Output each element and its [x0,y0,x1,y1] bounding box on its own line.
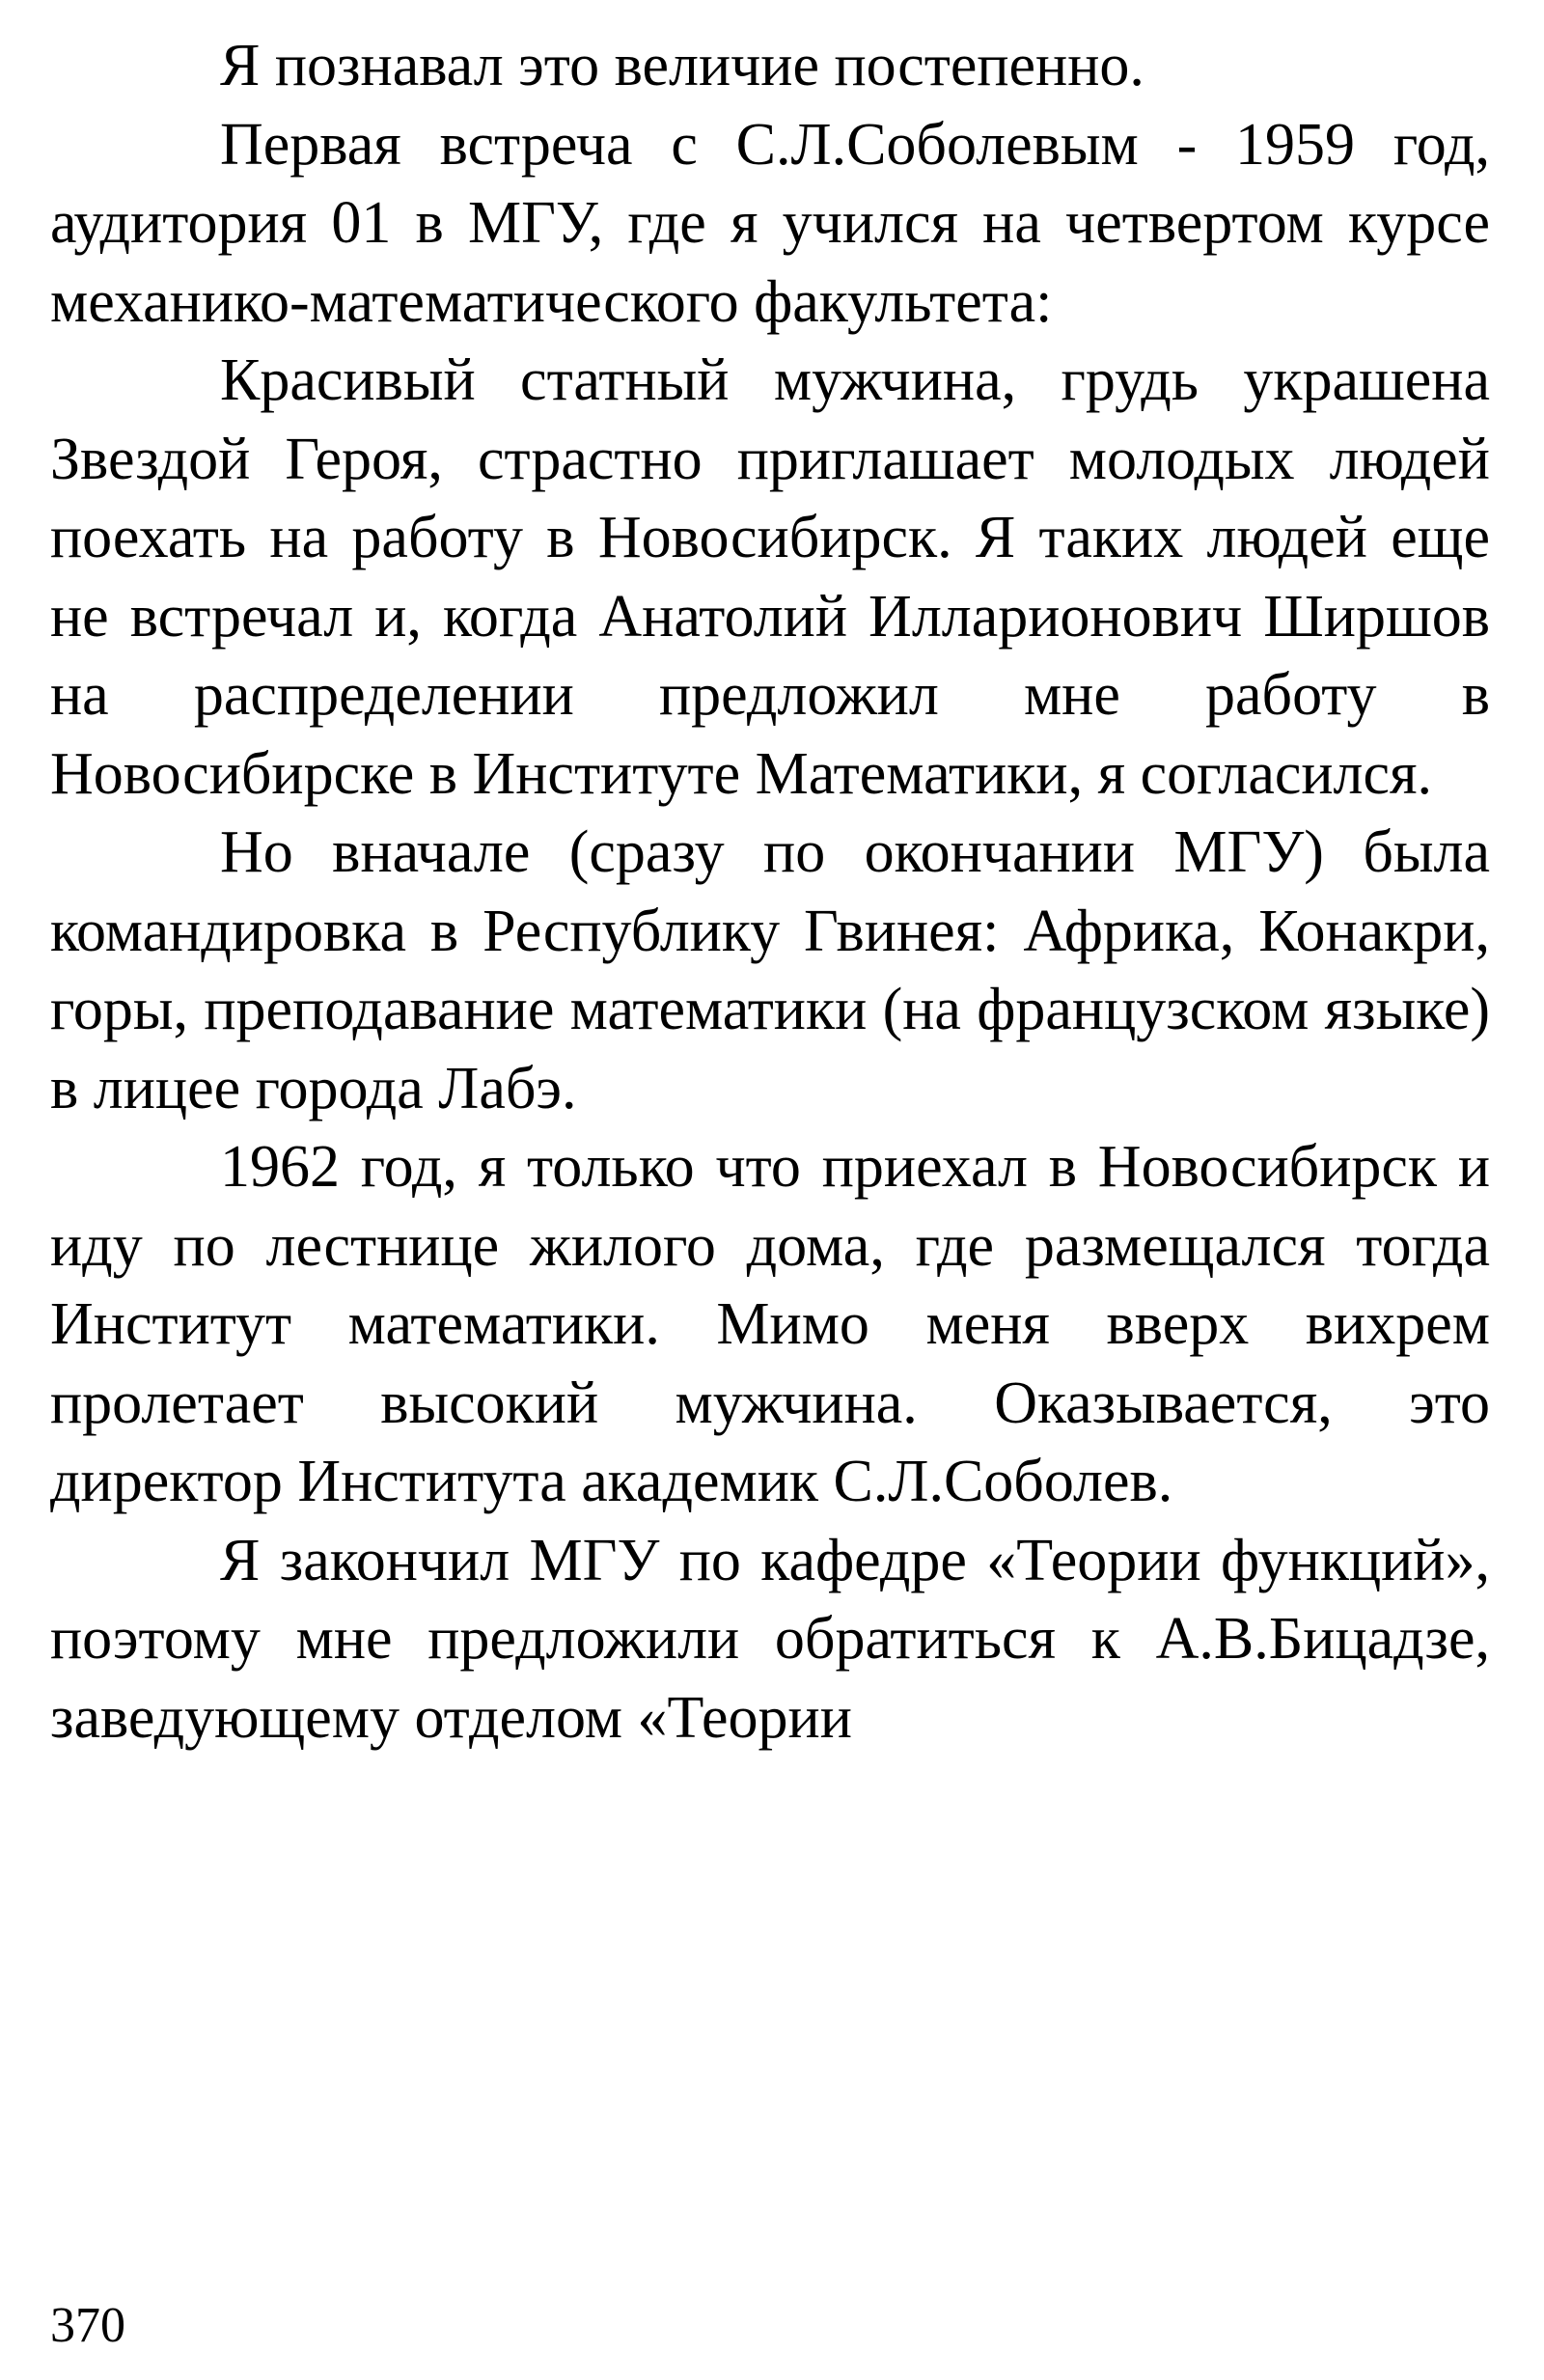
page-number: 370 [50,2298,125,2353]
paragraph-1: Я познавал это величие постепенно. [220,33,1144,98]
paragraph-6: Я закончил МГУ по кафедре «Теории функций», поэтому мне предложили обратиться к А.В.Бицадзе, заведующему отделом «Теории [50,1527,1490,1751]
body-text [50,27,1490,1757]
paragraph-4: Но вначале (сразу по окончании МГУ) была командировка в Республику Гвинея: Африка, Конакри, горы, преподавание математики (на французском языке) в лицее города Лабэ. [50,819,1490,1121]
paragraph-5: 1962 год, я только что приехал в Новосибирск и иду по лестнице жилого дома, где размещался тогда Институт математики. Мимо меня вверх вихрем пролетает высокий мужчина. Оказывается, это директор Института академик С.Л.Соболев. [50,1134,1490,1514]
paragraph-3: Красивый статный мужчина, грудь украшена Звездой Героя, страстно приглашает молодых людей поехать на работу в Новосибирск. Я таких людей еще не встречал и, когда Анатолий Илларионович Ширшов на распределении предложил мне работу в Новосибирске в Институте Математики, я согласился. [50,347,1490,807]
paragraph-2: Первая встреча с С.Л.Соболевым - 1959 год, аудитория 01 в МГУ, где я учился на четвертом курсе механико-математического факультета: [50,111,1490,335]
